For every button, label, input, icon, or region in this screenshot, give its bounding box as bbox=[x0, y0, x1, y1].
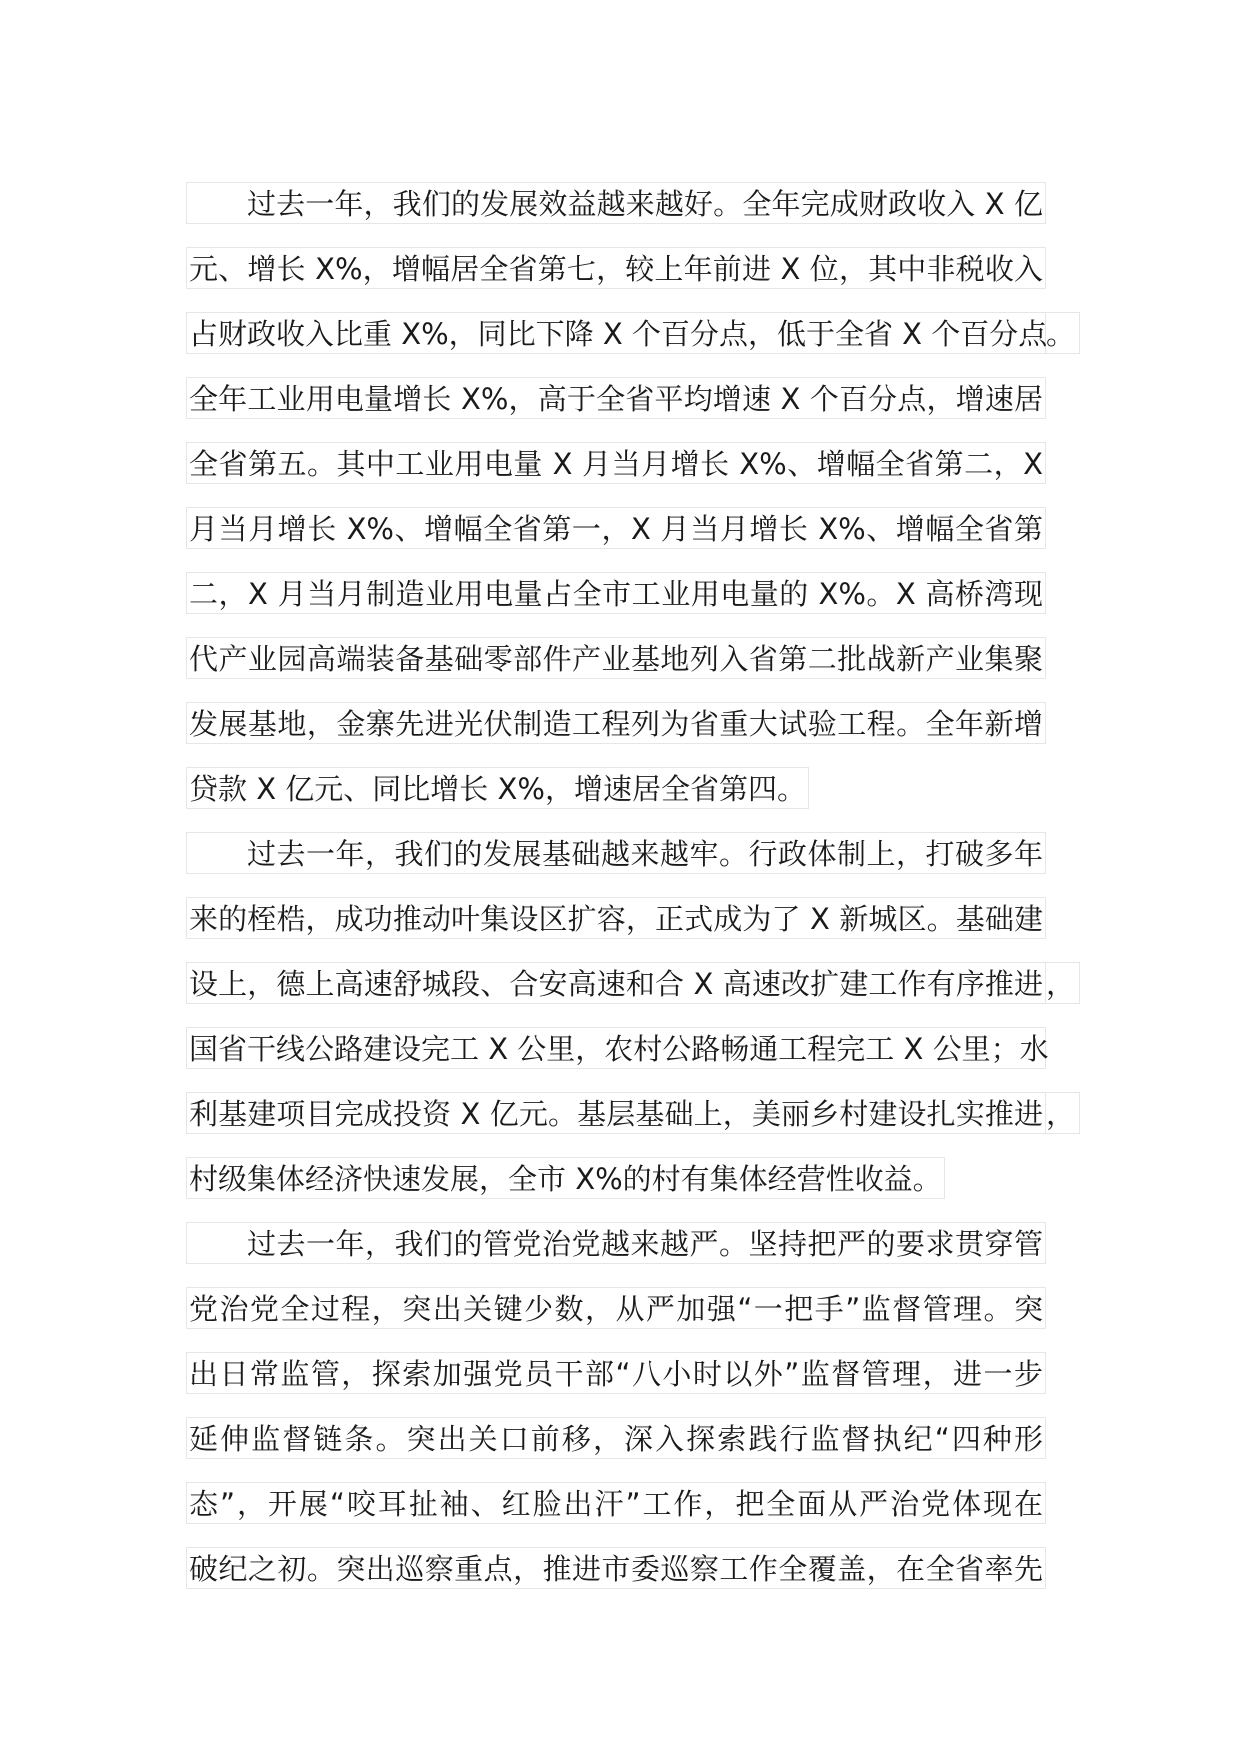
text-line bbox=[186, 950, 1086, 1015]
text-line bbox=[186, 1145, 1086, 1210]
paragraph-3-line-6: 破纪之初。突出巡察重点，推进市委巡察工作全覆盖，在全省率先 bbox=[186, 1547, 1046, 1589]
paragraph-2-line-1: 过去一年，我们的发展基础越来越牢。行政体制上，打破多年 bbox=[186, 832, 1046, 874]
paragraph-1-line-6: 月当月增长 X%、增幅全省第一，X 月当月增长 X%、增幅全省第 bbox=[186, 507, 1046, 549]
paragraph-1-line-1: 过去一年，我们的发展效益越来越好。全年完成财政收入 X 亿 bbox=[186, 182, 1046, 224]
paragraph-3-line-4: 延伸监督链条。突出关口前移，深入探索践行监督执纪“四种形 bbox=[186, 1417, 1046, 1459]
paragraph-1-line-5: 全省第五。其中工业用电量 X 月当月增长 X%、增幅全省第二，X bbox=[186, 442, 1046, 484]
text-line bbox=[186, 560, 1086, 625]
text-line bbox=[186, 495, 1086, 560]
text-line bbox=[186, 430, 1086, 495]
paragraph-2-line-6: 村级集体经济快速发展，全市 X%的村有集体经营性收益。 bbox=[186, 1157, 945, 1199]
text-line bbox=[186, 820, 1086, 885]
text-line bbox=[186, 1275, 1086, 1340]
document-body bbox=[186, 170, 1086, 1600]
text-line bbox=[186, 885, 1086, 950]
paragraph-1-line-10: 贷款 X 亿元、同比增长 X%，增速居全省第四。 bbox=[186, 767, 809, 809]
text-line bbox=[186, 300, 1086, 365]
overflow-punctuation: ， bbox=[1046, 962, 1080, 1004]
paragraph-2-line-3: 设上，德上高速舒城段、合安高速和合 X 高速改扩建工作有序推进 bbox=[186, 962, 1046, 1004]
paragraph-3-line-5: 态”，开展“咬耳扯袖、红脸出汗”工作，把全面从严治党体现在 bbox=[186, 1482, 1046, 1524]
text-line bbox=[186, 1340, 1086, 1405]
text-line bbox=[186, 755, 1086, 820]
overflow-punctuation: 。 bbox=[1046, 312, 1080, 354]
paragraph-2-line-2: 来的桎梏，成功推动叶集设区扩容，正式成为了 X 新城区。基础建 bbox=[186, 897, 1046, 939]
text-line bbox=[186, 1015, 1086, 1080]
text-line bbox=[186, 625, 1086, 690]
paragraph-1-line-3: 占财政收入比重 X%，同比下降 X 个百分点，低于全省 X 个百分点 bbox=[186, 312, 1046, 354]
text-line bbox=[186, 235, 1086, 300]
overflow-punctuation: ， bbox=[1046, 1092, 1080, 1134]
text-line bbox=[186, 1470, 1086, 1535]
text-line bbox=[186, 690, 1086, 755]
paragraph-3-line-3: 出日常监管，探索加强党员干部“八小时以外”监督管理，进一步 bbox=[186, 1352, 1046, 1394]
text-line bbox=[186, 1535, 1086, 1600]
paragraph-1-line-7: 二，X 月当月制造业用电量占全市工业用电量的 X%。X 高桥湾现 bbox=[186, 572, 1046, 614]
text-line bbox=[186, 365, 1086, 430]
paragraph-2-line-5: 利基建项目完成投资 X 亿元。基层基础上，美丽乡村建设扎实推进 bbox=[186, 1092, 1046, 1134]
paragraph-2-line-4: 国省干线公路建设完工 X 公里，农村公路畅通工程完工 X 公里；水 bbox=[186, 1027, 1046, 1069]
text-line bbox=[186, 1405, 1086, 1470]
paragraph-1-line-2: 元、增长 X%，增幅居全省第七，较上年前进 X 位，其中非税收入 bbox=[186, 247, 1046, 289]
text-line bbox=[186, 1210, 1086, 1275]
text-line bbox=[186, 170, 1086, 235]
paragraph-1-line-8: 代产业园高端装备基础零部件产业基地列入省第二批战新产业集聚 bbox=[186, 637, 1046, 679]
paragraph-1-line-9: 发展基地，金寨先进光伏制造工程列为省重大试验工程。全年新增 bbox=[186, 702, 1046, 744]
paragraph-1-line-4: 全年工业用电量增长 X%，高于全省平均增速 X 个百分点，增速居 bbox=[186, 377, 1046, 419]
paragraph-3-line-1: 过去一年，我们的管党治党越来越严。坚持把严的要求贯穿管 bbox=[186, 1222, 1046, 1264]
text-line bbox=[186, 1080, 1086, 1145]
paragraph-3-line-2: 党治党全过程，突出关键少数，从严加强“一把手”监督管理。突 bbox=[186, 1287, 1046, 1329]
